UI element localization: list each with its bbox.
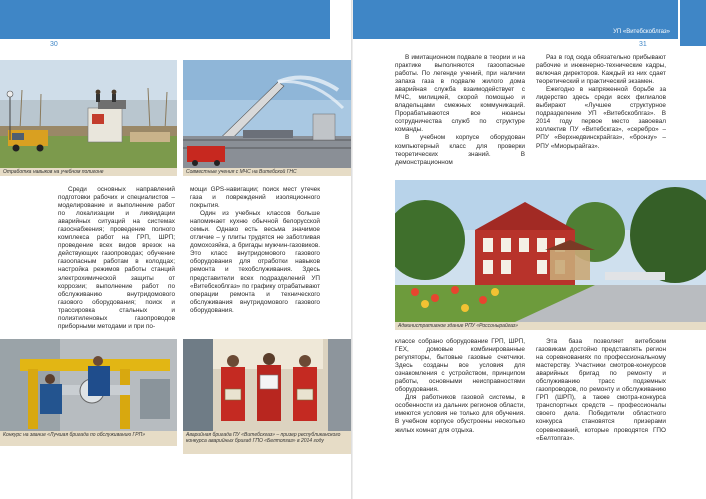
right-page xyxy=(353,0,706,499)
right-col1-bottom-paragraph-1: классе собрано оборудование ГРП, ШРП, ГЕХ, домовые комбинированные регуляторы, бытовые газовые счетчики. Здесь созданы все условия для ознакомления с устройством, принципом работы, основными неисправностями оборудования. xyxy=(395,338,525,394)
photo-admin-building xyxy=(395,180,706,322)
caption-photo-1: Отработка навыков на учебном полигоне xyxy=(0,168,177,176)
right-col1-top-paragraph-2: В учебном корпусе оборудован компьютерный класс для проверки теоретических знаний. В демонстрационном xyxy=(395,134,525,166)
photo-grp-brigade xyxy=(0,339,177,431)
photo-emergency-brigade xyxy=(183,339,353,431)
corner-tab xyxy=(680,0,706,46)
right-text-column-2-bottom xyxy=(536,338,666,458)
right-col2-bottom-paragraph-1: Эта база позволяет витебским газовикам достойно представлять регион на соревнованиях по профессиональному мастерству. Участники смотров-конкурсов аварийных бригад по ремонту и обслуживанию трасс подземных газопроводов, по ремонту и обслуживанию ГРП (ШРП), а также смотра-конкурса транспортных средств – профессионалы своего дела. Победители областного конкурса становятся призерами соревнований, которые проводятся ГПО «Белтопгаз». xyxy=(536,338,666,442)
header-rule-right xyxy=(353,38,678,39)
right-col2-top-paragraph-2: Ежегодно в напряженной борьбе за лидерство здесь среди всех филиалов выбирают «Лучшее структурное подразделение УП «Витебскоблгаз». В 2014 году первое место завоевал коллектив ПУ «Витебскгаз», «серебро» – РПУ «Верхнедвинскрайгаз», «бронзу» – РПУ «Миорырайгаз». xyxy=(536,86,666,150)
caption-photo-2: Совместные учения с МЧС на Витебской ГНС xyxy=(183,168,353,176)
left-text-column-2 xyxy=(190,186,320,334)
right-col1-top-paragraph-1: В имитационном подвале в теории и на практике выполняются газоопасные работы. По легенде учений, при наличии запаха газа в подвале жилого дома аварийная служба взаимодействует с МЧС, милицией, скорой помощью и владельцами смежных коммуникаций. Прорабатываются все нюансы сотрудничества служб по структуре команды. xyxy=(395,54,525,134)
running-title: УП «Витебскоблгаз» xyxy=(613,29,670,35)
header-bar-left xyxy=(0,0,330,38)
caption-photo-4: Конкурс на звание «Лучшая бригада по обслуживанию ГРП» xyxy=(0,431,177,446)
left-col2-paragraph-1: мощи GPS-навигации; поиск мест утечек газа и повреждений изоляционного покрытия. xyxy=(190,186,320,210)
photo-mchs-exercise xyxy=(183,60,353,168)
right-text-column-1-top xyxy=(395,54,525,178)
left-col1-paragraph: Среди основных направлений подготовки рабочих и специалистов – моделирование и выполнение работ по локализации и ликвидации аварийных ситуаций на системах газоснабжения; проведение полного комплекса работ на ГРП, ШРП; проведение всех видов врезок на действующих газопроводах; обучение газоопасным работам в колодцах; настройка режимов работы станций электрохимической защиты от коррозии; выполнение работ по обслуживанию внутридомового газового оборудования; поиск и трассировка стальных и полиэтиленовых газопроводов приборными методами и при по- xyxy=(58,186,175,330)
right-text-column-1-bottom xyxy=(395,338,525,458)
caption-photo-5: Аварийная бригада ПУ «Витебскгаз» – призер республиканского конкурса аварийных бригад ГПО «Белтопгаз» в 2014 году xyxy=(183,431,353,454)
page-number-left: 30 xyxy=(50,41,58,48)
left-text-column-1 xyxy=(58,186,175,334)
left-col2-paragraph-2: Один из учебных классов больше напоминает кухню обычной белорусской семьи. Однако есть весьма значимое отличие – у плиты трудятся не заботливая домохозяйка, а бригады мужчин-газовиков. Это класс внутридомового газового оборудования для отработки навыков ремонта и техобслуживания. Здесь представители всех подразделений УП «Витебскоблгаз» по графику отрабатывают операции ремонта и технического обслуживания внутридомового газового оборудования. xyxy=(190,210,320,314)
caption-photo-3: Административное здание РПУ «Россонырайгаз» xyxy=(395,322,706,330)
page-number-right: 31 xyxy=(639,41,647,48)
right-col2-top-paragraph-1: Раз в год сюда обязательно прибывают рабочие и инженерно-технические кадры, включая директоров. Каждый из них сдает теоретический и практический экзамен. xyxy=(536,54,666,86)
right-text-column-2-top xyxy=(536,54,666,178)
header-rule-left xyxy=(0,38,330,39)
right-col1-bottom-paragraph-2: Для работников газовой системы, в особенности из дальних регионов области, имеются условия не только для обучения. В учебном корпусе обустроены несколько жилых комнат для отдыха. xyxy=(395,394,525,434)
photo-training-ground xyxy=(0,60,177,168)
